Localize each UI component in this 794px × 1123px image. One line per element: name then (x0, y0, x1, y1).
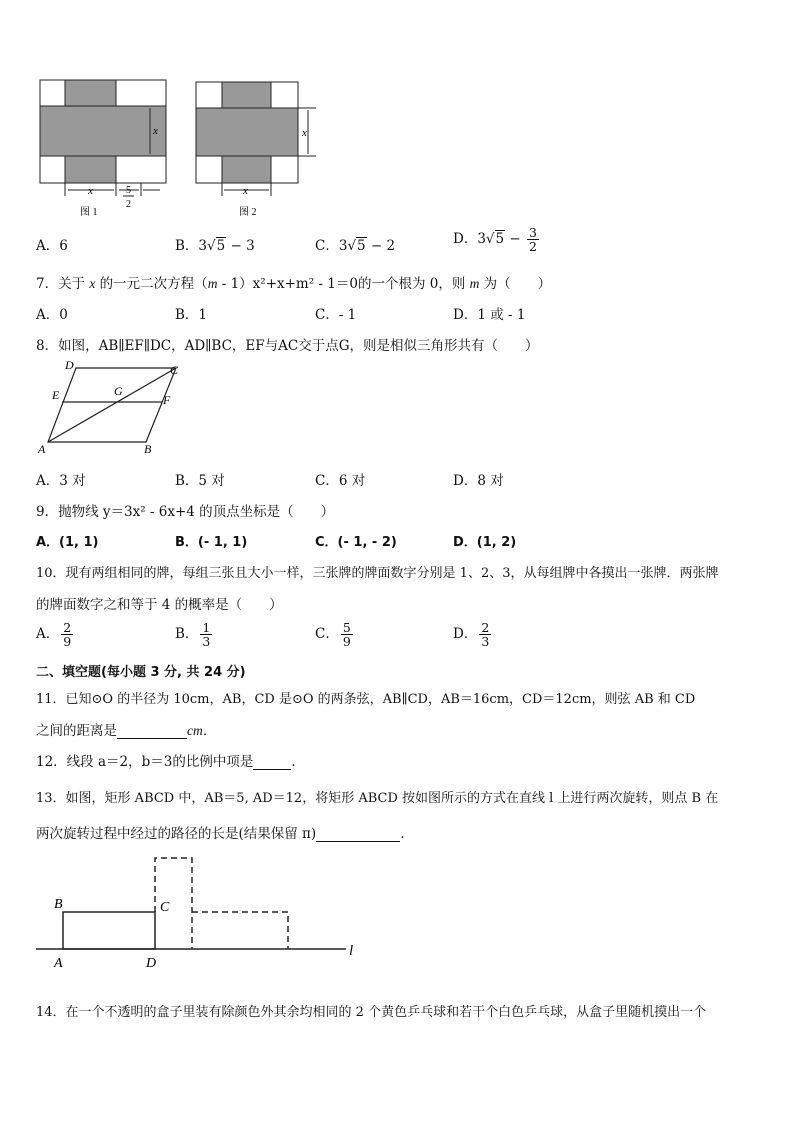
fig1-caption: 图 1 (80, 207, 98, 218)
q11-stem-line2: 之间的距离是 cm． (36, 723, 217, 739)
q13-label-c: C (160, 900, 170, 915)
q8-option-b: B．5 对 (175, 473, 225, 489)
q9-option-b: B．(- 1, 1) (175, 535, 248, 550)
fig1-frac-den: 2 (126, 199, 131, 210)
q8-label-g: G (114, 384, 123, 398)
q8-label-b: B (144, 442, 152, 456)
fig2-x-label: x (302, 127, 307, 139)
q6-option-a: A．6 (36, 238, 68, 254)
q13-answer-blank[interactable] (316, 829, 400, 842)
q9-stem: 9．抛物线 y＝3x² - 6x+4 的顶点坐标是（ ） (36, 504, 335, 520)
q8-stem: 8．如图，AB∥EF∥DC，AD∥BC，EF与AC交于点G，则是相似三角形共有（ ） (36, 338, 539, 354)
q8-label-d: D (65, 358, 74, 372)
q8-label-e: E (52, 388, 60, 402)
q9-option-d: D．(1, 2) (453, 535, 517, 550)
q7-stem: 7．关于 x 的一元二次方程（m - 1）x²+x+m² - 1＝0的一个根为 0，则 m 为（ ） (36, 276, 552, 292)
q6-option-c: C．3√5 − 2 (315, 238, 396, 254)
q13-label-b: B (54, 897, 63, 912)
fig1-x-label: x (153, 125, 158, 137)
fig1-frac-num: 5 (126, 185, 131, 196)
q13-stem-line1: 13．如图，矩形 ABCD 中，AB＝5, AD＝12，将矩形 ABCD 按如图所示的方式在直线 l 上进行两次旋转，则点 B 在 (36, 791, 719, 806)
q8-label-c: C (170, 363, 179, 377)
q8-option-c: C．6 对 (315, 473, 366, 489)
section-2-heading: 二、填空题(每小题 3 分, 共 24 分) (36, 665, 246, 680)
q11-answer-blank[interactable] (117, 726, 187, 739)
q6-option-b: B．3√5 − 3 (175, 238, 255, 254)
q10-stem-line2: 的牌面数字之和等于 4 的概率是（ ） (36, 597, 283, 613)
q12-answer-blank[interactable] (253, 757, 291, 770)
q9-option-c: C．(- 1, - 2) (315, 535, 397, 550)
q13-stem-line2: 两次旋转过程中经过的路径的长是(结果保留 π) . (36, 826, 405, 842)
q12-stem: 12．线段 a＝2，b＝3的比例中项是 . (36, 754, 296, 770)
q10-option-d: D． $\frac{2}{3}$ (453, 620, 490, 650)
q7-option-a: A．0 (36, 307, 68, 323)
q6-option-d: D．3√5 − $\frac{3}{2}$ (453, 225, 537, 255)
q13-figure (36, 854, 366, 974)
q13-label-a: A (54, 956, 63, 971)
q10-option-b: B． $\frac{1}{3}$ (175, 620, 211, 650)
q9-option-a: A．(1, 1) (36, 535, 99, 550)
q8-option-d: D．8 对 (453, 473, 504, 489)
q7-option-b: B．1 (175, 307, 208, 323)
q10-option-a: A． $\frac{2}{9}$ (36, 620, 72, 650)
q10-option-c: C． $\frac{5}{9}$ (315, 620, 351, 650)
q8-option-a: A．3 对 (36, 473, 86, 489)
q11-stem-line1: 11．已知⊙O 的半径为 10cm，AB，CD 是⊙O 的两条弦，AB∥CD，AB＝16cm，CD＝12cm，则弦 AB 和 CD (36, 692, 696, 707)
q13-label-d: D (146, 956, 157, 971)
figure-2 (196, 82, 316, 196)
q8-label-a: A (38, 442, 46, 456)
q8-figure (36, 356, 196, 458)
fig1-x-bottom-label: x (88, 185, 93, 197)
q7-option-d: D．1 或 - 1 (453, 307, 526, 323)
q6-figures (30, 70, 330, 222)
q14-stem: 14．在一个不透明的盒子里装有除颜色外其余均相同的 2 个黄色乒乓球和若干个白色乒乓球，从盒子里随机摸出一个 (36, 1005, 707, 1020)
q13-label-l: l (349, 943, 354, 959)
q10-stem-line1: 10．现有两组相同的牌，每组三张且大小一样，三张牌的牌面数字分别是 1、2、3，从每组牌中各摸出一张牌．两张牌 (36, 566, 719, 581)
q7-option-c: C．- 1 (315, 307, 357, 323)
figure-1 (40, 80, 166, 196)
fig2-caption: 图 2 (239, 207, 257, 218)
q8-label-f: F (163, 393, 171, 407)
fig2-x-bottom-label: x (243, 185, 248, 197)
